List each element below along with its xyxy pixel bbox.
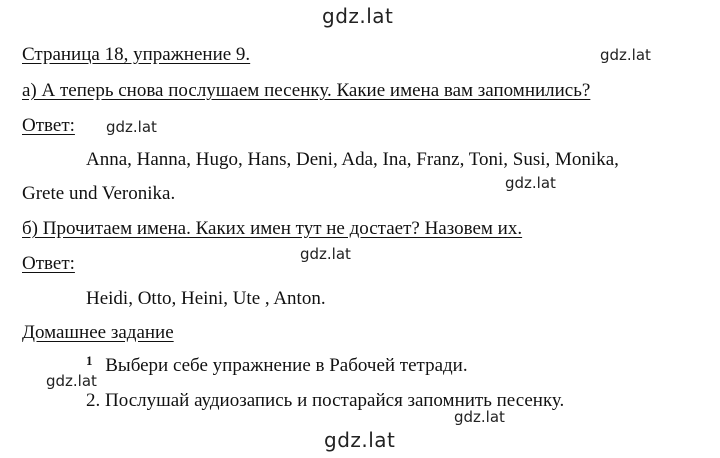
answer-label: Ответ: (22, 115, 75, 136)
homework-title: Домашнее задание (22, 322, 174, 343)
answer-text: Anna, Hanna, Hugo, Hans, Deni, Ada, Ina, Franz, Toni, Susi, Monika, (86, 149, 619, 170)
homework-item-text: Выбери себе упражнение в Рабочей тетради. (105, 355, 468, 376)
question-b: б) Прочитаем имена. Каких имен тут не достает? Назовем их. (22, 218, 523, 239)
answer-text: Heidi, Otto, Heini, Ute , Anton. (86, 288, 326, 309)
watermark: gdz.lat (106, 118, 157, 136)
homework-item-number: 1 (86, 353, 93, 368)
watermark: gdz.lat (300, 245, 351, 263)
homework-item (86, 355, 468, 377)
watermark-bottom: gdz.lat (324, 428, 396, 452)
watermark-top: gdz.lat (322, 4, 394, 28)
watermark: gdz.lat (600, 46, 651, 64)
homework-item: 2. Послушай аудиозапись и постарайся запомнить песенку. (86, 390, 565, 411)
answer-label: Ответ: (22, 253, 75, 274)
watermark: gdz.lat (454, 408, 505, 426)
question-a: а) А теперь снова послушаем песенку. Какие имена вам запомнились? (22, 80, 591, 101)
page-heading: Страница 18, упражнение 9. (22, 44, 251, 65)
watermark: gdz.lat (505, 174, 556, 192)
watermark: gdz.lat (46, 372, 97, 390)
answer-text: Grete und Veronika. (22, 183, 176, 204)
